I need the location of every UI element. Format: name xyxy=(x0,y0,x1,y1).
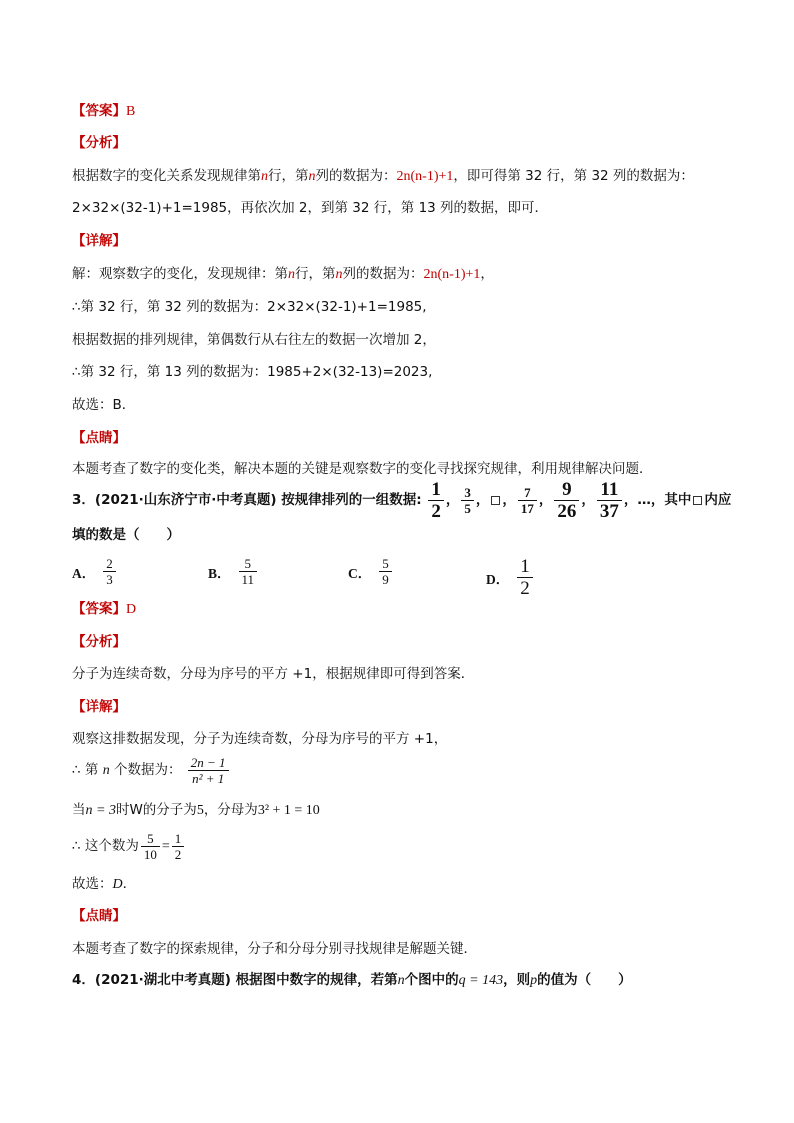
question-3-line2 xyxy=(72,525,180,545)
seq-fraction: $\frac{7}{17}$ xyxy=(518,485,537,516)
seq-fraction: $\frac{9}{26}$ xyxy=(554,479,579,522)
text: 列的数据为： xyxy=(342,266,424,282)
detail-line: ∴ 第 n 个数据为： $\frac{2n - 1}{\text{n² + 1}}$ xyxy=(72,752,231,789)
var-n: n xyxy=(308,169,316,184)
text: 2×32×(32-1)+1=1985，再依次加 2，到第 32 行，第 13 列的数据，即可． xyxy=(72,200,549,216)
detail-tag: 【详解】 xyxy=(72,699,126,715)
formula: 2n(n-1)+1 xyxy=(423,267,481,282)
text: 填的数是（ ） xyxy=(72,527,180,543)
analysis-text-1 xyxy=(72,166,694,187)
detail-heading-2 xyxy=(72,697,126,717)
blank-box-icon xyxy=(693,496,702,505)
answer-tag: 【答案】 xyxy=(72,601,126,617)
text: 本题考查了数字的探索规律，分子和分母分别寻找规律是解题关键． xyxy=(72,941,477,957)
text: ，即可得第 32 行，第 32 列的数据为： xyxy=(453,168,694,184)
answer-tag: 【答案】 xyxy=(72,103,126,119)
comment-tag: 【点睛】 xyxy=(72,908,126,924)
seq-fraction: $\frac{11}{37}$ xyxy=(597,479,622,522)
question-prefix: 3．(2021·山东济宁市·中考真题) 按规律排列的一组数据: xyxy=(72,492,422,508)
comment-tag: 【点睛】 xyxy=(72,430,126,446)
seq-fraction: $\frac{1}{2}$ xyxy=(428,479,444,522)
seq-fraction: $\frac{3}{5}$ xyxy=(461,485,474,516)
detail-line xyxy=(72,362,432,382)
text: 行，第 xyxy=(268,168,309,184)
comment-heading-2 xyxy=(72,906,126,926)
detail-line xyxy=(72,297,427,317)
text: ∴第 32 行，第 32 列的数据为：2×32×(32-1)+1=1985, xyxy=(72,299,427,315)
option-c[interactable]: C． $\frac{5}{9}$ xyxy=(348,556,394,587)
detail-tag: 【详解】 xyxy=(72,233,126,249)
option-a[interactable]: A． $\frac{2}{3}$ xyxy=(72,556,118,587)
formula-fraction: $\frac{2n - 1}{\text{n² + 1}}$ xyxy=(188,755,229,786)
text: 根据数据的排列规律，第偶数行从右往左的数据一次增加 2， xyxy=(72,332,436,348)
detail-line xyxy=(72,395,135,415)
question-tail: ，…，其中 xyxy=(623,492,692,508)
var-n: n xyxy=(288,267,295,282)
detail-line xyxy=(72,330,436,350)
comment-text-1 xyxy=(72,459,653,479)
question-tail: 内应 xyxy=(704,492,732,508)
option-d[interactable]: D． $\frac{1}{2}$ xyxy=(486,556,535,599)
text: 列的数据为： xyxy=(315,168,397,184)
answer-line-2 xyxy=(72,599,136,620)
text: 观察这排数据发现，分子为连续奇数，分母为序号的平方 +1， xyxy=(72,731,448,747)
detail-line: ∴ 这个数为 $\frac{5}{10}$ = $\frac{1}{2}$ xyxy=(72,826,186,867)
detail-line: 故选：D． xyxy=(72,876,137,892)
text: ， xyxy=(480,266,494,282)
text: 分子为连续奇数，分母为序号的平方 +1，根据规律即可得到答案． xyxy=(72,666,475,682)
detail-line xyxy=(72,729,447,749)
var-n: n xyxy=(261,169,268,184)
detail-line xyxy=(72,264,494,285)
detail-heading-1 xyxy=(72,231,126,251)
analysis-text-3 xyxy=(72,664,474,684)
comment-heading-1 xyxy=(72,428,126,448)
blank-box-icon xyxy=(491,496,500,505)
text: ∴第 32 行，第 13 列的数据为：1985+2×(32-13)=2023, xyxy=(72,364,433,380)
question-3: 3．(2021·山东济宁市·中考真题) 按规律排列的一组数据: $\frac{1}{2}$ ， $\frac{3}{5}$ ， ， $\frac{7}{17}$ ， $\frac{9}{26}$ ， $\frac{11}{37}$ ，…，其中 内应 xyxy=(72,478,732,522)
detail-line: 当n = 3时W的分子为5，分母为3² + 1 = 10 xyxy=(72,802,320,818)
text: 根据数字的变化关系发现规律第 xyxy=(72,168,261,184)
text: 本题考查了数字的变化类，解决本题的关键是观察数字的变化寻找探究规律，利用规律解决问题． xyxy=(72,461,653,477)
analysis-heading-1 xyxy=(72,133,126,153)
answer-value: B xyxy=(126,104,136,119)
text: 故选：B． xyxy=(72,397,136,413)
analysis-heading-2 xyxy=(72,632,126,652)
option-b[interactable]: B． $\frac{5}{11}$ xyxy=(208,556,259,587)
analysis-text-2 xyxy=(72,198,548,218)
text: 行，第 xyxy=(295,266,336,282)
analysis-tag: 【分析】 xyxy=(72,634,126,650)
analysis-tag: 【分析】 xyxy=(72,135,126,151)
comment-text-2 xyxy=(72,939,477,959)
answer-line-1 xyxy=(72,101,135,122)
question-4: 4．(2021·湖北中考真题) 根据图中数字的规律，若第n个图中的q = 143，则p的值为（ ） xyxy=(72,972,632,988)
formula: 2n(n-1)+1 xyxy=(396,169,454,184)
answer-value: D xyxy=(126,602,137,617)
text: 解：观察数字的变化，发现规律：第 xyxy=(72,266,288,282)
var-n: n xyxy=(335,267,343,282)
